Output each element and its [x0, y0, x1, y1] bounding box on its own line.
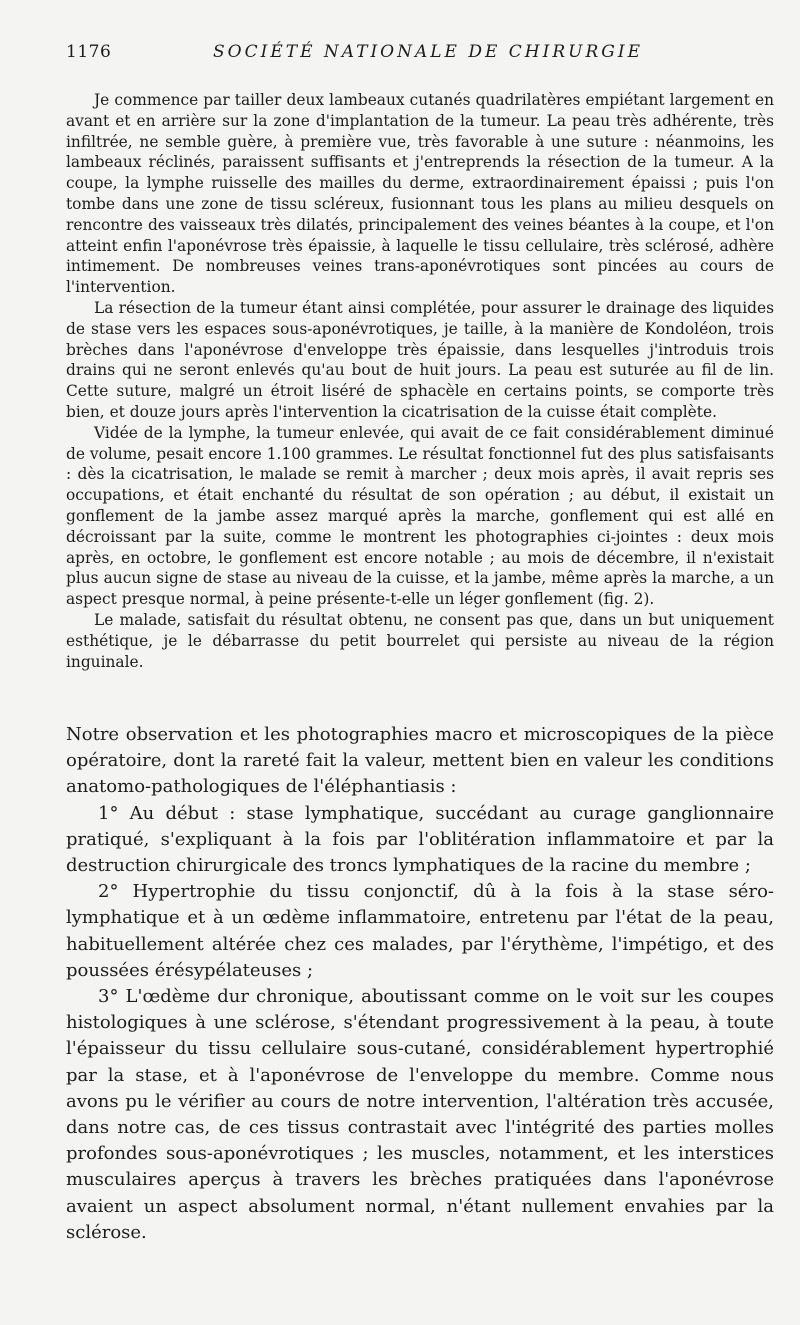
paragraph-patient-decision: Le malade, satisfait du résultat obtenu, ne consent pas que, dans un but uniquement esthétique, je le débarrasse du petit bourrelet qui persiste au niveau de la région inguinale. [66, 610, 774, 671]
paragraph-operation-technique: Je commence par tailler deux lambeaux cutanés quadrilatères empiétant largement en avant et en arrière sur la zone d'implantation de la tumeur. La peau très adhérente, très infiltrée, ne semble guère, à première vue, très favorable à une suture : néanmoins, les lambeaux réclinés, paraissent suffisants et j'entreprends la résection de la tumeur. A la coupe, la lymphe ruisselle des mailles du derme, extraordinairement épaissi ; puis l'on tombe dans une zone de tissu scléreux, fusionnant tous les plans au milieu desquels on rencontre des vaisseaux très dilatés, principalement des veines béantes à la coupe, et l'on atteint enfin l'aponévrose très épaissie, à laquelle le tissu cellulaire, très sclérosé, adhère intimement. De nombreuses veines trans-aponévrotiques sont pincées au cours de l'intervention. [66, 91, 774, 297]
discussion-text [66, 722, 774, 1246]
paragraph-point-1: 1° Au début : stase lymphatique, succédant au curage ganglionnaire pratiqué, s'expliquant à la fois par l'oblitération inflammatoire et par la destruction chirurgicale des troncs lymphatiques de la racine du membre ; [66, 802, 774, 877]
case-report-text [66, 90, 774, 672]
paragraph-point-3: 3° L'œdème dur chronique, aboutissant comme on le voit sur les coupes histologiques à une sclérose, s'étendant progressivement à la peau, à toute l'épaisseur du tissu cellulaire sous-cutané, considérablement hypertrophié par la stase, et à l'aponévrose de l'enveloppe du membre. Comme nous avons pu le vérifier au cours de notre intervention, l'altération très accusée, dans notre cas, de ces tissus contrastait avec l'intégrité des parties molles profondes sous-aponévrotiques ; les muscles, notamment, et les interstices musculaires aperçus à travers les brèches pratiquées dans l'aponévrose avaient un aspect absolument normal, n'étant nullement envahies par la sclérose. [66, 986, 774, 1243]
paragraph-observation: Notre observation et les photographies macro et microscopiques de la pièce opératoire, dont la rareté fait la valeur, mettent bien en valeur les conditions anatomo-pathologiques de l'éléphantiasis : [66, 724, 774, 798]
page-header [66, 42, 750, 66]
running-title: SOCIÉTÉ NATIONALE DE CHIRURGIE [213, 42, 643, 62]
paragraph-result: Vidée de la lymphe, la tumeur enlevée, qui avait de ce fait considérablement diminué de volume, pesait encore 1.100 grammes. Le résultat fonctionnel fut des plus satisfaisants : dès la cicatrisation, le malade se remit à marcher ; deux mois après, il avait repris ses occupations, et était enchanté du résultat de son opération ; au début, il existait un gonflement de la jambe assez marqué après la marche, gonflement qui est allé en décroissant par la suite, comme le montrent les photographies ci-jointes : deux mois après, en octobre, le gonflement est encore notable ; au mois de décembre, il n'existait plus aucun signe de stase au niveau de la cuisse, et la jambe, même après la marche, a un aspect presque normal, à peine présente-t-elle un léger gonflement (fig. 2). [66, 423, 774, 609]
paragraph-drainage: La résection de la tumeur étant ainsi complétée, pour assurer le drainage des liquides de stase vers les espaces sous-aponévrotiques, je taille, à la manière de Kondoléon, trois brèches dans l'aponévrose d'enveloppe très épaissie, dans lesquelles j'introduis trois drains qui ne seront enlevés qu'au bout de huit jours. La peau est suturée au fil de lin. Cette suture, malgré un étroit liséré de sphacèle en certains points, se comporte très bien, et douze jours après l'intervention la cicatrisation de la cuisse était complète. [66, 298, 774, 421]
paragraph-point-2: 2° Hypertrophie du tissu conjonctif, dû à la fois à la stase séro-lymphatique et à un œdème inflammatoire, entretenu par l'état de la peau, habituellement altérée chez ces malades, par l'érythème, l'impétigo, et des poussées érésypélateuses ; [66, 881, 774, 981]
page-number: 1176 [66, 42, 112, 62]
